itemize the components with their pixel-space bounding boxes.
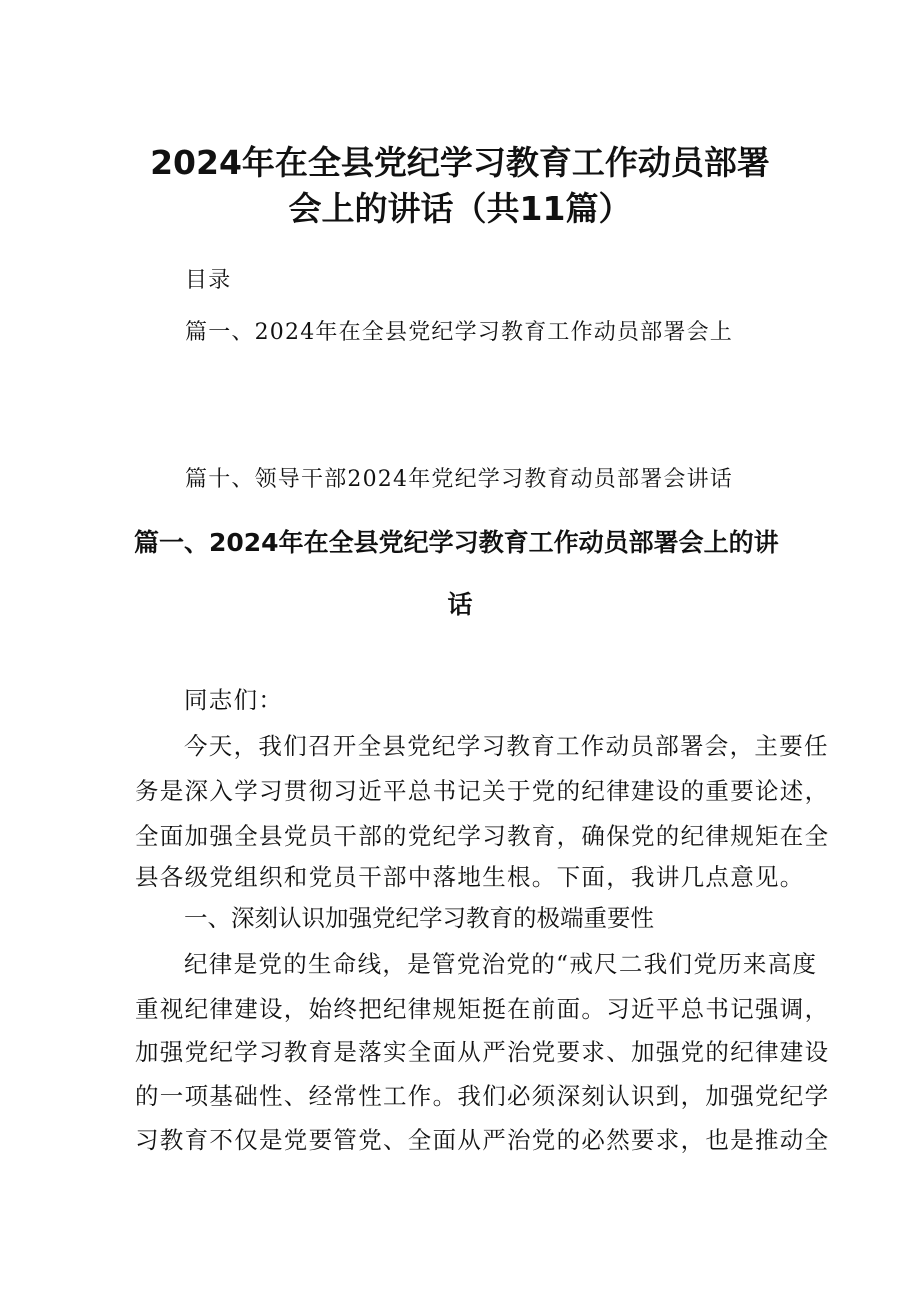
section-title-line-2: 话 xyxy=(447,590,473,619)
paragraph-1-line: 县各级党组织和党员干部中落地生根。下面，我讲几点意见。 xyxy=(135,863,805,891)
paragraph-2-line: 重视纪律建设，始终把纪律规矩挺在前面。习近平总书记强调， xyxy=(135,995,830,1023)
paragraph-2-line: 习教育不仅是党要管党、全面从严治党的必然要求，也是推动全 xyxy=(135,1126,830,1154)
document-title-line-2: 会上的讲话（共11篇） xyxy=(288,189,632,228)
toc-item-1[interactable]: 篇一、2024年在全县党纪学习教育工作动员部署会上 xyxy=(185,320,733,345)
document-title-line-1: 2024年在全县党纪学习教育工作动员部署 xyxy=(150,143,770,182)
paragraph-1-line: 今天，我们召开全县党纪学习教育工作动员部署会，主要任 xyxy=(184,732,829,760)
toc-heading: 目录 xyxy=(185,268,232,293)
toc-item-10[interactable]: 篇十、领导干部2024年党纪学习教育动员部署会讲话 xyxy=(185,467,733,492)
paragraph-2-line: 的一项基础性、经常性工作。我们必须深刻认识到，加强党纪学 xyxy=(135,1082,830,1110)
paragraph-2-line: 加强党纪学习教育是落实全面从严治党要求、加强党的纪律建设 xyxy=(135,1038,830,1066)
section-heading-1: 一、深刻认识加强党纪学习教育的极端重要性 xyxy=(184,904,654,932)
section-title-line-1: 篇一、2024年在全县党纪学习教育工作动员部署会上的讲 xyxy=(134,528,779,557)
paragraph-1-line: 务是深入学习贯彻习近平总书记关于党的纪律建设的重要论述， xyxy=(135,777,830,805)
paragraph-1-line: 全面加强全县党员干部的党纪学习教育，确保党的纪律规矩在全 xyxy=(135,822,830,850)
salutation: 同志们： xyxy=(184,686,284,714)
paragraph-2-line: 纪律是党的生命线，是管党治党的“戒尺二我们党历来高度 xyxy=(184,950,818,978)
